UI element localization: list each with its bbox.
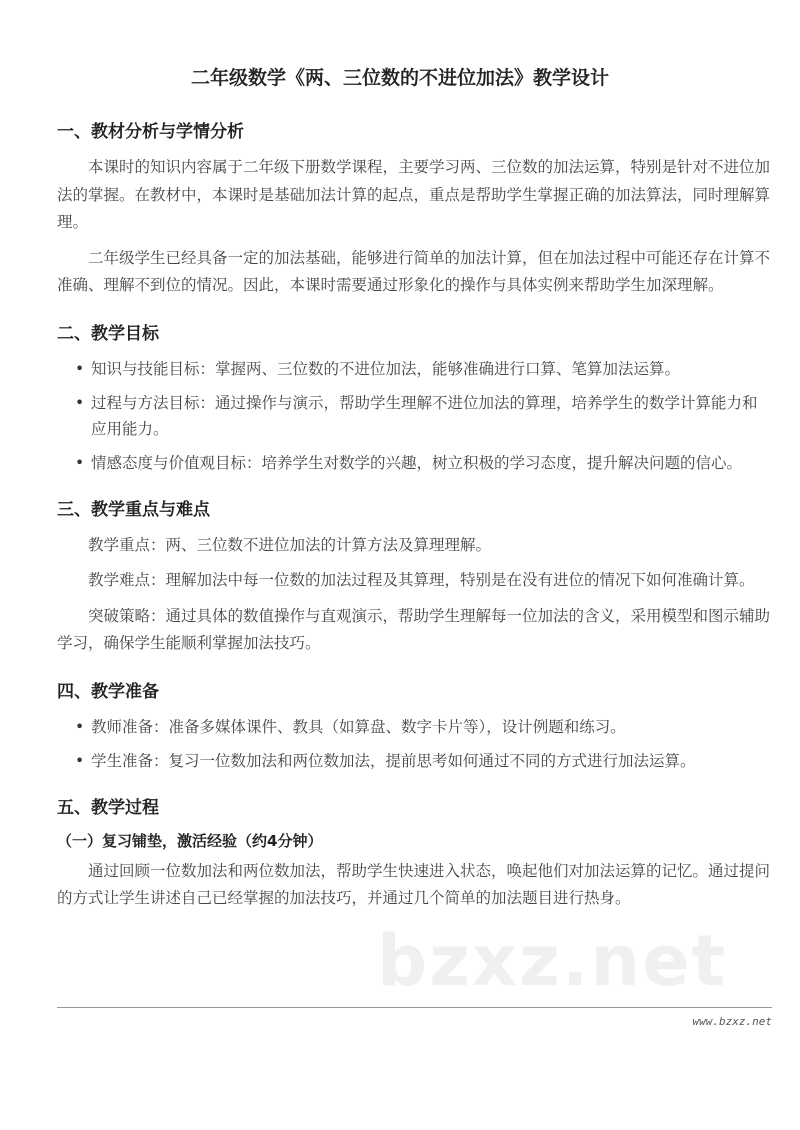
paragraph: 二年级学生已经具备一定的加法基础，能够进行简单的加法计算，但在加法过程中可能还存在计算不准确、理解不到位的情况。因此，本课时需要通过形象化的操作与具体实例来帮助学生加深理解。: [57, 248, 771, 294]
list-item: • 过程与方法目标：通过操作与演示，帮助学生理解不进位加法的算理，培养学生的数学计算能力和应用能力。: [75, 390, 772, 442]
list-item: • 教师准备：准备多媒体课件、教具（如算盘、数字卡片等），设计例题和练习。: [75, 714, 772, 740]
paragraph: 教学重点：两、三位数不进位加法的计算方法及算理理解。: [88, 535, 492, 554]
list-item: • 知识与技能目标：掌握两、三位数的不进位加法，能够准确进行口算、笔算加法运算。: [75, 356, 772, 382]
section-heading-3: 三、教学重点与难点: [57, 499, 210, 520]
section-heading-2: 二、教学目标: [57, 323, 159, 344]
subsection-heading: （一）复习铺垫，激活经验（约4分钟）: [57, 831, 323, 850]
watermark: bzxz.net: [377, 919, 728, 1002]
list-item: • 情感态度与价值观目标：培养学生对数学的兴趣，树立积极的学习态度，提升解决问题的信心。: [75, 450, 772, 476]
section-heading-1: 一、教材分析与学情分析: [57, 122, 244, 142]
paragraph: 突破策略：通过具体的数值操作与直观演示，帮助学生理解每一位加法的含义，采用模型和图示辅助学习，确保学生能顺利掌握加法技巧。: [57, 606, 771, 652]
document-title: 二年级数学《两、三位数的不进位加法》教学设计: [190, 67, 609, 89]
section-heading-4: 四、教学准备: [57, 681, 159, 702]
footer-url: www.bzxz.net: [692, 1014, 772, 1028]
paragraph: 本课时的知识内容属于二年级下册数学课程，主要学习两、三位数的加法运算，特别是针对不进位加法的掌握。在教材中，本课时是基础加法计算的起点，重点是帮助学生掌握正确的加法算法，同时理解算理。: [57, 158, 771, 231]
paragraph: 教学难点：理解加法中每一位数的加法过程及其算理，特别是在没有进位的情况下如何准确计算。: [88, 571, 755, 589]
section-heading-5: 五、教学过程: [57, 797, 159, 818]
list-item: • 学生准备：复习一位数加法和两位数加法，提前思考如何通过不同的方式进行加法运算。: [75, 748, 772, 774]
footer-divider: [57, 1007, 772, 1008]
paragraph: 通过回顾一位数加法和两位数加法，帮助学生快速进入状态，唤起他们对加法运算的记忆。通过提问的方式让学生讲述自己已经掌握的加法技巧，并通过几个简单的加法题目进行热身。: [57, 861, 771, 907]
